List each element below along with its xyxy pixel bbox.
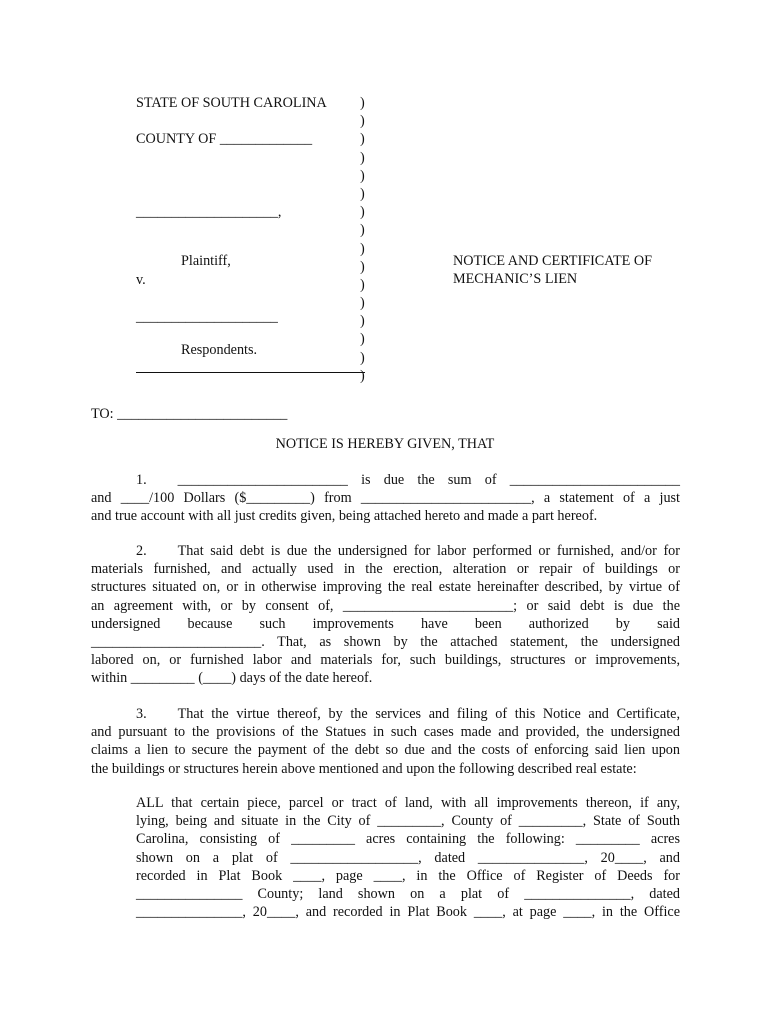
paragraph-2-line: an agreement with, or by consent of, ________________________; or said debt is due the [91,597,680,614]
paragraph-3-line: and pursuant to the provisions of the Statues in such cases made and provided, the undersigned [91,724,680,741]
paragraph-3-line: claims a lien to secure the payment of the debt so due and the costs of enforcing said lien upon [91,742,680,759]
paragraph-3-line: the buildings or structures herein above mentioned and upon the following described real estate: [91,760,637,777]
paragraph-3-number: 3. [136,706,147,722]
notice-heading: NOTICE IS HEREBY GIVEN, THAT [275,436,495,452]
caption-paren: ) [360,276,365,293]
caption-paren: ) [360,367,365,384]
legal-description-line: _______________, 20____, and recorded in Plat Book ____, at page ____, in the Office [136,904,680,921]
paragraph-2-number: 2. [136,543,147,559]
legal-description-line: ALL that certain piece, parcel or tract of land, with all improvements thereon, if any, [136,795,680,811]
paragraph-2-line: undersigned because such improvements have been authorized by said [91,615,680,632]
caption-paren: ) [360,185,365,202]
legal-description-line: shown on a plat of __________________, dated _______________, 20____, and [136,849,680,866]
paragraph-2-line: labored on, or furnished labor and materials for, such buildings, structures or improvements, [91,652,680,669]
paragraph-2 [91,542,680,688]
document-title-line-2: MECHANIC’S LIEN [453,271,578,287]
legal-description-line: Carolina, consisting of _________ acres containing the following: _________ acres [136,831,680,848]
paragraph-1-line: 1. ________________________ is due the sum of ________________________ [136,472,680,488]
caption-paren: ) [360,204,365,221]
plaintiff-name-blank: ____________________, [136,204,282,220]
caption-paren: ) [360,349,365,366]
paragraph-1-line: and ____/100 Dollars ($_________) from ________________________, a statement of a just [91,490,680,507]
caption-paren: ) [360,95,365,111]
paragraph-2-line: 2. That said debt is due the undersigned for labor performed or furnished, and/or for [136,543,680,559]
caption-paren: ) [360,167,365,184]
caption-paren: ) [360,113,365,130]
paragraph-2-line: structures situated on, or in otherwise improving the real estate hereinafter described, by virtue of [91,579,680,596]
caption-rule [136,372,365,373]
to-line: TO: ________________________ [91,406,288,422]
caption-paren: ) [360,222,365,239]
document-title-line-1: NOTICE AND CERTIFICATE OF [453,253,652,269]
caption-paren: ) [360,131,365,148]
respondents-label: Respondents. [181,342,258,358]
caption-paren: ) [360,258,365,275]
paragraph-2-line: materials furnished, and actually used in the erection, alteration or repair of buildings or [91,561,680,578]
county-caption: COUNTY OF _____________ [136,131,313,147]
legal-description-line: recorded in Plat Book ____, page ____, in the Office of Register of Deeds for [136,867,680,884]
caption-paren: ) [360,149,365,166]
legal-description [136,794,680,921]
paragraph-1 [91,471,680,526]
caption-paren: ) [360,295,365,312]
paragraph-3 [91,705,680,778]
caption-paren: ) [360,331,365,348]
paragraph-2-line: ________________________. That, as shown by the attached statement, the undersigned [91,634,680,651]
paragraph-1-number: 1. [136,472,147,488]
versus-label: v. [136,272,146,288]
paragraph-3-line: 3. That the virtue thereof, by the services and filing of this Notice and Certificate, [136,706,680,722]
caption-paren-column [360,94,372,385]
paragraph-1-line: and true account with all just credits given, being attached hereto and made a part hereof. [91,508,598,525]
caption-paren: ) [360,240,365,257]
legal-description-line: _______________ County; land shown on a plat of _______________, dated [136,886,680,903]
caption-paren: ) [360,313,365,330]
plaintiff-label: Plaintiff, [181,253,231,269]
paragraph-2-line: within _________ (____) days of the date hereof. [91,670,373,687]
respondent-name-blank: ____________________ [136,309,278,325]
legal-description-line: lying, being and situate in the City of _________, County of _________, State of South [136,813,680,830]
state-caption: STATE OF SOUTH CAROLINA [136,95,327,111]
